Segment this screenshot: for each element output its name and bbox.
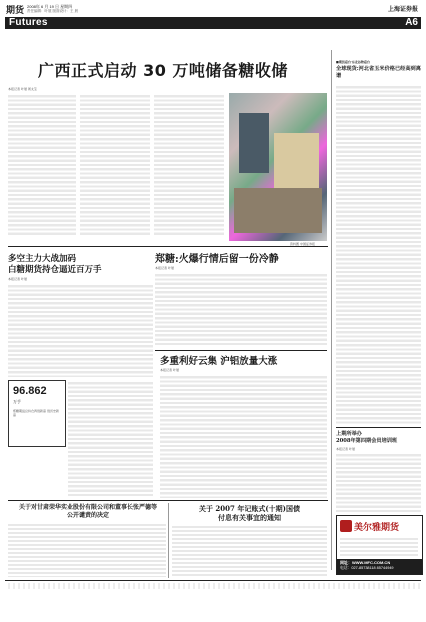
editor-line: 责任编辑：叶展 版面设计：王 晨 bbox=[27, 9, 78, 13]
bottom-rule bbox=[5, 580, 421, 581]
paper-name: 上海证券报 bbox=[387, 7, 418, 13]
right-divider bbox=[336, 427, 421, 428]
left-body-lower bbox=[68, 380, 153, 498]
hulv-rule bbox=[155, 350, 327, 351]
notice-right-title: 关于 2007 年记账式(十期)国债 付息有关事宜的通知 bbox=[199, 504, 300, 522]
ad-logo-icon bbox=[340, 520, 352, 532]
training-body bbox=[336, 452, 421, 512]
news-photo bbox=[229, 93, 327, 241]
date-line: 2008年 6 月 19 日 星期四 bbox=[27, 4, 73, 9]
story-duokong-byline: 本报记者 叶展 bbox=[8, 277, 27, 281]
notice-right-body bbox=[172, 524, 327, 577]
quote-box bbox=[8, 380, 66, 447]
ad-website: 网址：WWW.MFC.COM.CN bbox=[340, 560, 391, 565]
lead-headline: 广西正式启动 30 万吨储备糖收储 bbox=[38, 61, 288, 80]
ad-box bbox=[336, 515, 423, 575]
quote-text: 郑糖期货总持仓再创新高 创历史新高 bbox=[13, 409, 59, 417]
notice-top-rule bbox=[8, 500, 328, 501]
lead-byline: 本报记者 叶展 周太宝 bbox=[8, 87, 37, 91]
story-zhengtang-headline: 郑糖:火爆行情后留一份冷静 bbox=[155, 254, 279, 265]
footer-strip bbox=[5, 583, 421, 589]
right-headline: 全球现货:河北省玉米价格已经高到离谱 bbox=[336, 66, 421, 79]
quote-unit: 万手 bbox=[13, 399, 21, 404]
section-band bbox=[5, 17, 421, 29]
story-duokong-headline: 多空主力大战加码 白糖期货持仓逼近百万手 bbox=[8, 254, 102, 275]
section-en: Futures bbox=[9, 17, 48, 28]
right-body bbox=[336, 84, 421, 424]
story-zhengtang-body bbox=[155, 272, 327, 347]
mid-divider bbox=[8, 246, 328, 247]
story-hulv-body bbox=[160, 374, 327, 498]
training-byline: 本报记者 叶展 bbox=[336, 447, 355, 451]
notice-left-title: 关于对甘肃荣华实业股份有限公司和董事长张严德等 公开谴责的决定 bbox=[18, 504, 157, 519]
right-column-divider bbox=[331, 50, 332, 570]
story-hulv-headline: 多重利好云集 沪铝放量大涨 bbox=[160, 356, 278, 367]
notice-left-body bbox=[8, 522, 166, 577]
right-kicker: ■期货看台·东北谷物看台 bbox=[336, 60, 370, 64]
quote-number: 96.862 bbox=[13, 385, 47, 397]
lead-body-col2 bbox=[80, 93, 150, 235]
training-headline: 上期所举办 2008年第四期会员培训班 bbox=[336, 431, 398, 444]
lead-body-col3 bbox=[154, 93, 224, 235]
notice-divider bbox=[168, 503, 169, 578]
ad-phone: 电话：027-85738118 85744949 bbox=[340, 566, 394, 570]
story-hulv-byline: 本报记者 叶展 bbox=[160, 368, 179, 372]
page-number: A6 bbox=[405, 17, 418, 28]
lead-body-col1 bbox=[8, 93, 76, 235]
section-label: 期货 bbox=[6, 5, 25, 15]
story-zhengtang-byline: 本报记者 叶展 bbox=[155, 266, 174, 270]
story-duokong-body bbox=[8, 283, 153, 377]
ad-logo: 美尔雅期货 bbox=[354, 522, 400, 532]
photo-caption: 资料图 中国证券报 bbox=[290, 242, 315, 246]
